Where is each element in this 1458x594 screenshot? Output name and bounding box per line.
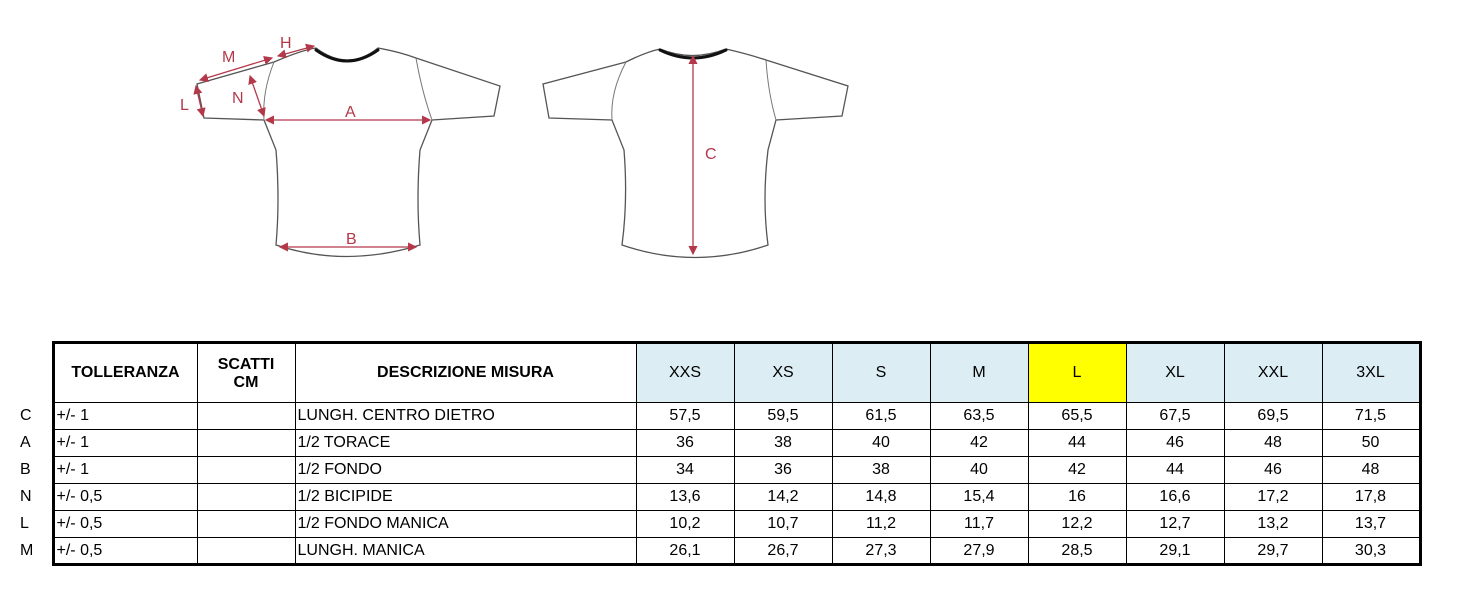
row-tolerance: +/- 1 (53, 430, 197, 457)
row-value-xxs: 26,1 (636, 538, 734, 565)
row-value-3xl: 50 (1322, 430, 1420, 457)
row-value-m: 63,5 (930, 403, 1028, 430)
row-value-xxl: 46 (1224, 457, 1322, 484)
size-header-xxl: XXL (1224, 343, 1322, 403)
row-measure-code: A (20, 430, 53, 457)
table-row (20, 457, 1420, 484)
row-value-xxl: 13,2 (1224, 511, 1322, 538)
table-row (20, 538, 1420, 565)
dimension-label-c: C (705, 146, 717, 163)
row-measure-code: N (20, 484, 53, 511)
row-value-3xl: 48 (1322, 457, 1420, 484)
header-descrizione-misura: DESCRIZIONE MISURA (295, 343, 636, 403)
row-tolerance: +/- 1 (53, 403, 197, 430)
row-value-xs: 36 (734, 457, 832, 484)
size-header-xxs: XXS (636, 343, 734, 403)
row-description: 1/2 TORACE (295, 430, 636, 457)
row-value-s: 11,2 (832, 511, 930, 538)
row-value-l: 28,5 (1028, 538, 1126, 565)
row-scatti-cm (197, 538, 295, 565)
row-description: LUNGH. CENTRO DIETRO (295, 403, 636, 430)
row-value-m: 42 (930, 430, 1028, 457)
row-description: 1/2 FONDO (295, 457, 636, 484)
row-tolerance: +/- 0,5 (53, 511, 197, 538)
row-description: 1/2 FONDO MANICA (295, 511, 636, 538)
row-value-m: 27,9 (930, 538, 1028, 565)
row-value-l: 65,5 (1028, 403, 1126, 430)
table-header-row (20, 343, 1420, 403)
row-value-xl: 46 (1126, 430, 1224, 457)
row-value-xs: 10,7 (734, 511, 832, 538)
row-value-xxs: 13,6 (636, 484, 734, 511)
header-scatti-line2: CM (233, 374, 259, 391)
size-table-body (20, 403, 1420, 565)
row-value-3xl: 30,3 (1322, 538, 1420, 565)
row-value-s: 14,8 (832, 484, 930, 511)
header-blank-cell (20, 343, 53, 403)
row-value-xl: 16,6 (1126, 484, 1224, 511)
row-value-3xl: 17,8 (1322, 484, 1420, 511)
row-value-xs: 26,7 (734, 538, 832, 565)
front-shirt-drawing (197, 48, 500, 257)
row-value-s: 40 (832, 430, 930, 457)
row-value-s: 38 (832, 457, 930, 484)
row-scatti-cm (197, 430, 295, 457)
row-value-xl: 67,5 (1126, 403, 1224, 430)
back-shirt-drawing (543, 49, 848, 258)
row-value-xxs: 10,2 (636, 511, 734, 538)
row-tolerance: +/- 0,5 (53, 484, 197, 511)
row-value-m: 40 (930, 457, 1028, 484)
row-scatti-cm (197, 511, 295, 538)
header-tolleranza: TOLLERANZA (53, 343, 197, 403)
dimension-label-l: L (180, 97, 189, 114)
row-value-m: 15,4 (930, 484, 1028, 511)
row-value-s: 61,5 (832, 403, 930, 430)
row-value-s: 27,3 (832, 538, 930, 565)
dimension-label-h: H (280, 35, 292, 52)
row-value-3xl: 71,5 (1322, 403, 1420, 430)
header-scatti-line1: SCATTI (217, 356, 275, 373)
row-value-xxl: 17,2 (1224, 484, 1322, 511)
dimension-label-n: N (232, 90, 244, 107)
row-value-xl: 29,1 (1126, 538, 1224, 565)
row-scatti-cm (197, 403, 295, 430)
row-scatti-cm (197, 457, 295, 484)
row-description: LUNGH. MANICA (295, 538, 636, 565)
row-tolerance: +/- 0,5 (53, 538, 197, 565)
row-value-xl: 44 (1126, 457, 1224, 484)
row-value-xxs: 57,5 (636, 403, 734, 430)
row-value-xs: 14,2 (734, 484, 832, 511)
table-row (20, 430, 1420, 457)
row-measure-code: B (20, 457, 53, 484)
row-value-xs: 38 (734, 430, 832, 457)
table-row (20, 484, 1420, 511)
row-value-xxs: 36 (636, 430, 734, 457)
row-measure-code: C (20, 403, 53, 430)
size-header-l-highlighted: L (1028, 343, 1126, 403)
header-scatti-cm (197, 343, 295, 403)
row-value-xxl: 69,5 (1224, 403, 1322, 430)
row-value-xxs: 34 (636, 457, 734, 484)
row-value-xl: 12,7 (1126, 511, 1224, 538)
row-value-xs: 59,5 (734, 403, 832, 430)
dimension-label-m: M (222, 49, 236, 66)
row-tolerance: +/- 1 (53, 457, 197, 484)
size-header-3xl: 3XL (1322, 343, 1420, 403)
row-value-3xl: 13,7 (1322, 511, 1420, 538)
size-chart-table (20, 341, 1422, 566)
row-scatti-cm (197, 484, 295, 511)
row-value-l: 12,2 (1028, 511, 1126, 538)
row-value-xxl: 29,7 (1224, 538, 1322, 565)
row-value-l: 42 (1028, 457, 1126, 484)
size-header-xs: XS (734, 343, 832, 403)
row-measure-code: M (20, 538, 53, 565)
size-header-xl: XL (1126, 343, 1224, 403)
dimension-label-a: A (345, 104, 356, 121)
row-description: 1/2 BICIPIDE (295, 484, 636, 511)
row-value-l: 44 (1028, 430, 1126, 457)
size-header-s: S (832, 343, 930, 403)
size-header-m: M (930, 343, 1028, 403)
table-row (20, 403, 1420, 430)
row-value-m: 11,7 (930, 511, 1028, 538)
row-measure-code: L (20, 511, 53, 538)
table-row (20, 511, 1420, 538)
row-value-l: 16 (1028, 484, 1126, 511)
row-value-xxl: 48 (1224, 430, 1322, 457)
dimension-label-b: B (346, 231, 357, 248)
